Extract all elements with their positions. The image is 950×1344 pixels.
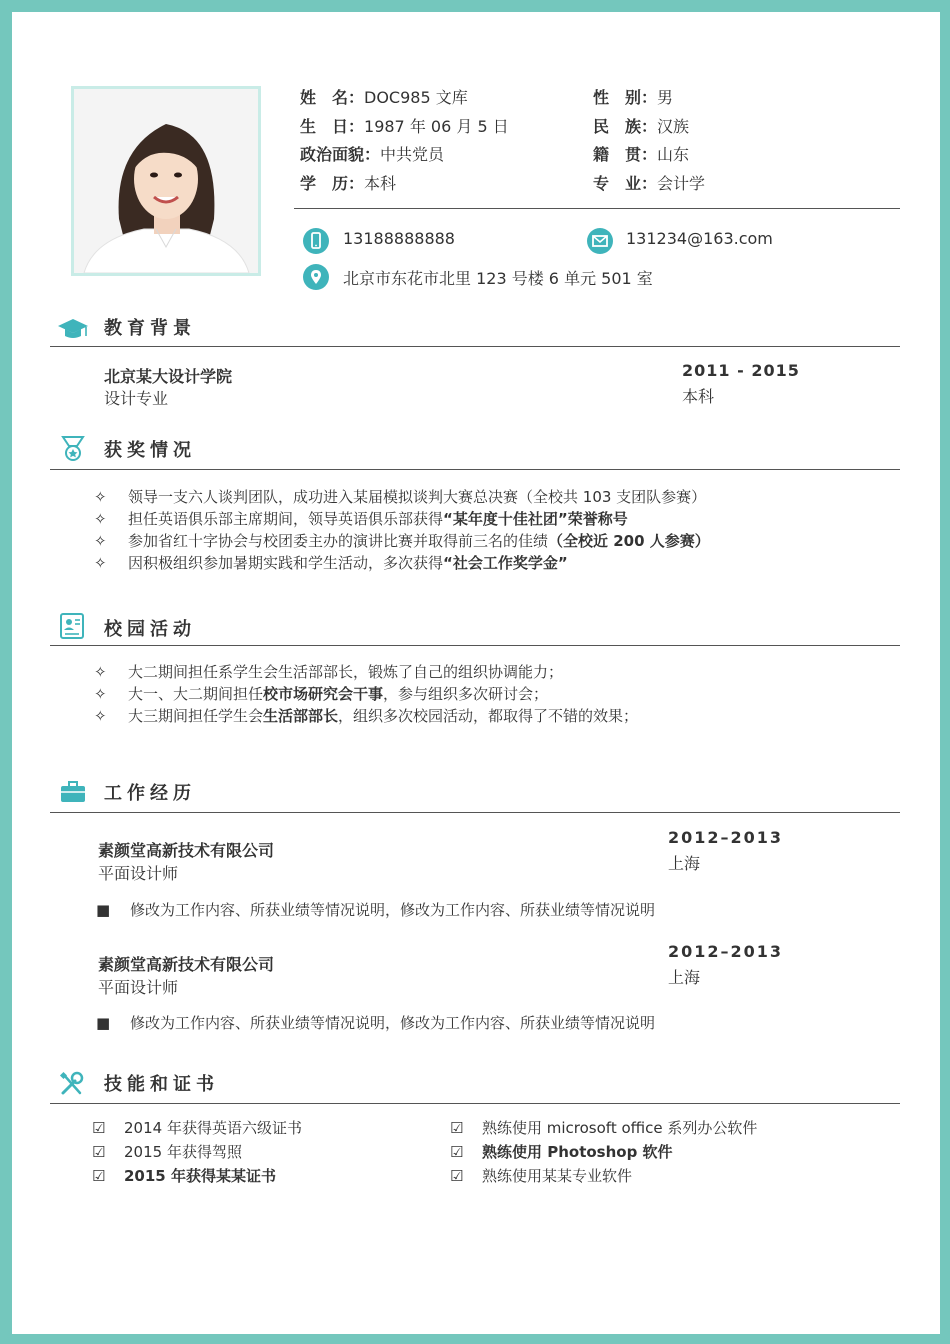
sparkle-bullet-icon: ✧ (94, 510, 107, 528)
section-divider-awards (50, 469, 900, 470)
campus-highlight: 生活部部长 (263, 707, 339, 725)
profile-field-left (300, 171, 396, 194)
square-bullet-icon: ■ (96, 901, 111, 919)
skill-item (450, 1165, 632, 1186)
field-label: 民 族： (593, 117, 658, 136)
awards-item (94, 486, 706, 507)
profile-field-right (593, 114, 689, 137)
skill-text: 2014 年获得英语六级证书 (124, 1119, 302, 1137)
awards-text: 领导一支六人谈判团队，成功进入某届模拟谈判大赛总决赛（全校共 103 支团队参赛） (128, 488, 707, 506)
field-label: 专 业： (593, 174, 658, 193)
awards-item (94, 508, 628, 529)
phone-icon (303, 228, 329, 254)
skill-item (92, 1117, 302, 1138)
field-value: 1987 年 06 月 5 日 (364, 117, 509, 136)
skill-text: 2015 年获得某某证书 (124, 1167, 276, 1185)
email-icon (587, 228, 613, 254)
field-value: 山东 (657, 145, 690, 164)
field-value: DOC985 文库 (364, 88, 468, 107)
section-divider-education (50, 346, 900, 347)
checkbox-checked-icon: ☑ (450, 1143, 464, 1161)
education-period: 2011 - 2015 (682, 361, 800, 380)
address: 北京市东花市北里 123 号楼 6 单元 501 室 (343, 269, 653, 288)
work-period: 2012–2013 (668, 828, 784, 847)
field-value: 男 (657, 88, 674, 107)
skill-item (92, 1141, 242, 1162)
section-divider-work (50, 812, 900, 813)
section-title-education: 教育背景 (104, 318, 196, 339)
field-label: 籍 贯： (593, 145, 658, 164)
sparkle-bullet-icon: ✧ (94, 685, 107, 703)
portrait-image (74, 89, 258, 273)
field-label: 政治面貌： (300, 145, 381, 164)
awards-item (94, 552, 568, 573)
field-value: 本科 (364, 174, 397, 193)
section-divider-skills (50, 1103, 900, 1104)
skill-item (92, 1165, 276, 1186)
checkbox-checked-icon: ☑ (450, 1167, 464, 1185)
profile-field-right (593, 85, 673, 108)
checkbox-checked-icon: ☑ (92, 1167, 106, 1185)
checkbox-checked-icon: ☑ (92, 1119, 106, 1137)
awards-item (94, 530, 710, 551)
medal-icon (58, 434, 90, 462)
profile-field-left (300, 142, 444, 165)
education-school: 北京某大设计学院 (104, 367, 233, 386)
phone-number: 13188888888 (343, 229, 455, 248)
work-company: 素颜堂高新技术有限公司 (98, 955, 275, 974)
checkbox-checked-icon: ☑ (450, 1119, 464, 1137)
sparkle-bullet-icon: ✧ (94, 532, 107, 550)
work-description: ■ 修改为工作内容、所获业绩等情况说明，修改为工作内容、所获业绩等情况说明 (96, 1014, 656, 1032)
campus-text: ，参与组织多次研讨会； (383, 685, 549, 703)
work-role: 平面设计师 (98, 864, 179, 883)
campus-text: 大三期间担任学生会 (128, 707, 264, 725)
campus-text: 大一、大二期间担任 (128, 685, 264, 703)
location-icon (303, 264, 329, 290)
profile-photo (71, 86, 261, 276)
sparkle-bullet-icon: ✧ (94, 488, 107, 506)
profile-field-left (300, 85, 468, 108)
skill-text: 熟练使用 Photoshop 软件 (482, 1143, 673, 1161)
campus-highlight: 校市场研究会干事 (263, 685, 384, 703)
skill-item (450, 1117, 757, 1138)
awards-highlight: “社会工作奖学金” (443, 554, 568, 572)
section-title-campus: 校园活动 (104, 619, 196, 640)
section-title-skills: 技能和证书 (104, 1074, 219, 1095)
campus-text: ，组织多次校园活动，都取得了不错的效果； (338, 707, 639, 725)
skill-text: 2015 年获得驾照 (124, 1143, 242, 1161)
id-card-icon (58, 611, 90, 639)
square-bullet-icon: ■ (96, 1014, 111, 1032)
section-divider-campus (50, 645, 900, 646)
awards-text: 担任英语俱乐部主席期间，领导英语俱乐部获得 (128, 510, 444, 528)
field-label: 学 历： (300, 174, 365, 193)
field-label: 性 别： (593, 88, 658, 107)
field-label: 生 日： (300, 117, 365, 136)
profile-field-right (593, 171, 705, 194)
skill-text: 熟练使用 microsoft office 系列办公软件 (482, 1119, 758, 1137)
tools-icon (58, 1070, 90, 1098)
section-title-work: 工作经历 (104, 783, 196, 804)
work-city: 上海 (668, 968, 701, 987)
graduation-cap-icon (56, 314, 88, 342)
sparkle-bullet-icon: ✧ (94, 663, 107, 681)
work-company: 素颜堂高新技术有限公司 (98, 841, 275, 860)
field-value: 会计学 (657, 174, 706, 193)
campus-item (94, 683, 548, 704)
work-role: 平面设计师 (98, 978, 179, 997)
checkbox-checked-icon: ☑ (92, 1143, 106, 1161)
work-city: 上海 (668, 854, 701, 873)
profile-field-right (593, 142, 689, 165)
education-major: 设计专业 (104, 389, 169, 408)
campus-text: 大二期间担任系学生会生活部部长，锻炼了自己的组织协调能力； (128, 663, 564, 681)
awards-text: 因积极组织参加暑期实践和学生活动，多次获得 (128, 554, 444, 572)
briefcase-icon (58, 779, 90, 807)
profile-divider (294, 208, 900, 209)
awards-highlight: “某年度十佳社团”荣誉称号 (443, 510, 628, 528)
sparkle-bullet-icon: ✧ (94, 554, 107, 572)
work-description: ■ 修改为工作内容、所获业绩等情况说明，修改为工作内容、所获业绩等情况说明 (96, 901, 656, 919)
campus-item (94, 705, 638, 726)
education-degree: 本科 (682, 387, 715, 406)
field-label: 姓 名： (300, 88, 365, 107)
field-value: 中共党员 (380, 145, 445, 164)
email-address: 131234@163.com (626, 229, 773, 248)
skill-item (450, 1141, 673, 1162)
profile-field-left (300, 114, 509, 137)
sparkle-bullet-icon: ✧ (94, 707, 107, 725)
field-value: 汉族 (657, 117, 690, 136)
skill-text: 熟练使用某某专业软件 (482, 1167, 633, 1185)
awards-text: 参加省红十字协会与校团委主办的演讲比赛并取得前三名的佳绩 (128, 532, 549, 550)
campus-item (94, 661, 563, 682)
work-period: 2012–2013 (668, 942, 784, 961)
section-title-awards: 获奖情况 (104, 440, 196, 461)
awards-highlight: （全校近 200 人参赛） (548, 532, 710, 550)
